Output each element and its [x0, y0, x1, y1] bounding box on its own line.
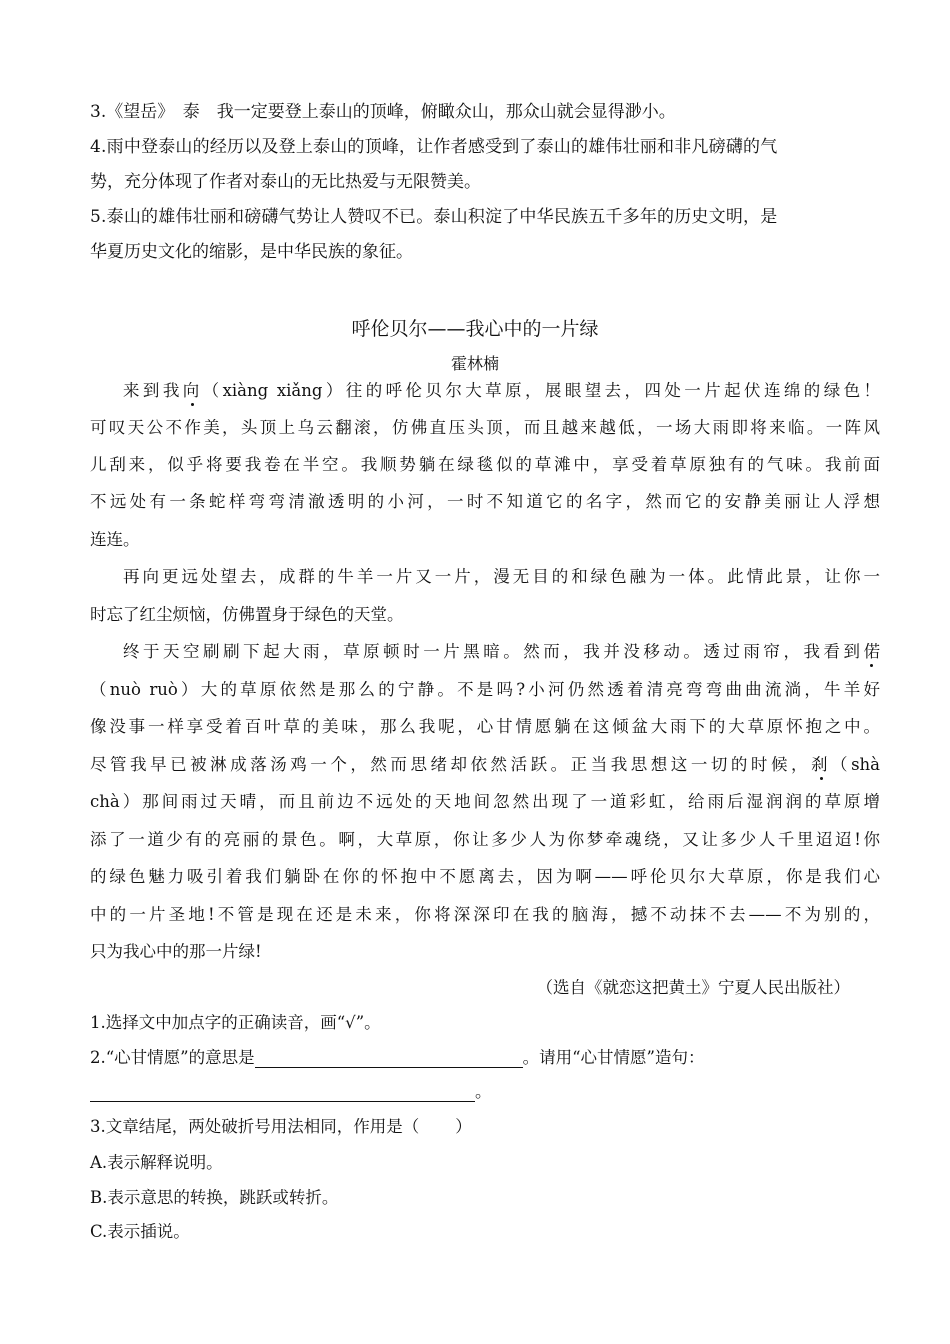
sentence-blank[interactable]	[90, 1083, 475, 1102]
body-line: 尽管我早已被淋成落汤鸡一个，然而思绪却依然活跃。正当我思想这一切的时候，刹（shà	[90, 755, 881, 774]
body-line: 时忘了红尘烦恼，仿佛置身于绿色的天堂。	[90, 605, 404, 624]
question-2: 2.“心甘情愿”的意思是 。请用“心甘情愿”造句：	[90, 1048, 705, 1067]
body-line: 不远处有一条蛇样弯弯清澈透明的小河，一时不知道它的名字，然而它的安静美丽让人浮想	[90, 492, 880, 511]
answer-line-5b: 华夏历史文化的缩影，是中华民族的象征。	[90, 242, 413, 262]
dotted-char: 偌	[863, 642, 880, 661]
body-line: 添了一道少有的亮丽的景色。啊，大草原，你让多少人为你梦牵魂绕，又让多少人千里迢迢!你	[90, 830, 880, 849]
answer-blank[interactable]	[255, 1049, 523, 1068]
question-2-line2: 。	[90, 1082, 492, 1102]
option-c: C.表示插说。	[90, 1222, 190, 1241]
article-author: 霍林楠	[450, 354, 499, 373]
body-line: 可叹天公不作美，头顶上乌云翻滚，仿佛直压头顶，而且越来越低，一场大雨即将来临。一阵风	[90, 418, 880, 437]
article-source: （选自《就恋这把黄土》宁夏人民出版社）	[536, 978, 850, 997]
question-3: 3.文章结尾，两处破折号用法相同，作用是（ ）	[90, 1117, 472, 1136]
body-line: 只为我心中的那一片绿!	[90, 942, 262, 961]
body-line: 儿刮来，似乎将要我卷在半空。我顺势躺在绿毯似的草滩中，享受着草原独有的气味。我前面	[90, 455, 880, 474]
body-line: 终于天空刷刷下起大雨，草原顿时一片黑暗。然而，我并没移动。透过雨帘，我看到偌	[123, 642, 880, 661]
body-line: chà）那间雨过天晴，而且前边不远处的天地间忽然出现了一道彩虹，给雨后湿润润的草原增	[90, 792, 880, 811]
body-line: 连连。	[90, 530, 140, 549]
body-line: 再向更远处望去，成群的牛羊一片又一片，漫无目的和绿色融为一体。此情此景，让你一	[123, 567, 880, 586]
answer-line-3: 3.《望岳》 泰 我一定要登上泰山的顶峰，俯瞰众山，那众山就会显得渺小。	[90, 102, 676, 122]
article-title: 呼伦贝尔——我心中的一片绿	[351, 318, 599, 340]
body-line: （nuò ruò）大的草原依然是那么的宁静。不是吗?小河仍然透着清亮弯弯曲曲流淌，牛羊好	[90, 680, 880, 699]
option-a: A.表示解释说明。	[90, 1153, 223, 1172]
option-b: B.表示意思的转换，跳跃或转折。	[90, 1188, 339, 1207]
answer-line-4b: 势，充分体现了作者对泰山的无比热爱与无限赞美。	[90, 172, 481, 192]
question-1: 1.选择文中加点字的正确读音，画“√”。	[90, 1013, 381, 1032]
answer-line-4a: 4.雨中登泰山的经历以及登上泰山的顶峰，让作者感受到了泰山的雄伟壮丽和非凡磅礴的气	[90, 137, 778, 157]
body-line: 来到我向（xiàng xiǎng）往的呼伦贝尔大草原，展眼望去，四处一片起伏连绵的绿色！	[123, 381, 881, 400]
body-line: 像没事一样享受着百叶草的美味，那么我呢，心甘情愿躺在这倾盆大雨下的大草原怀抱之中。	[90, 717, 880, 736]
dotted-char: 向	[182, 381, 203, 400]
answer-line-5a: 5.泰山的雄伟壮丽和磅礴气势让人赞叹不已。泰山积淀了中华民族五千多年的历史文明，是	[90, 207, 778, 227]
body-line: 中的一片圣地!不管是现在还是未来，你将深深印在我的脑海，撼不动抹不去——不为别的，	[90, 905, 880, 924]
body-line: 的绿色魅力吸引着我们躺卧在你的怀抱中不愿离去，因为啊——呼伦贝尔大草原，你是我们心	[90, 867, 880, 886]
dotted-char: 刹	[811, 755, 832, 774]
